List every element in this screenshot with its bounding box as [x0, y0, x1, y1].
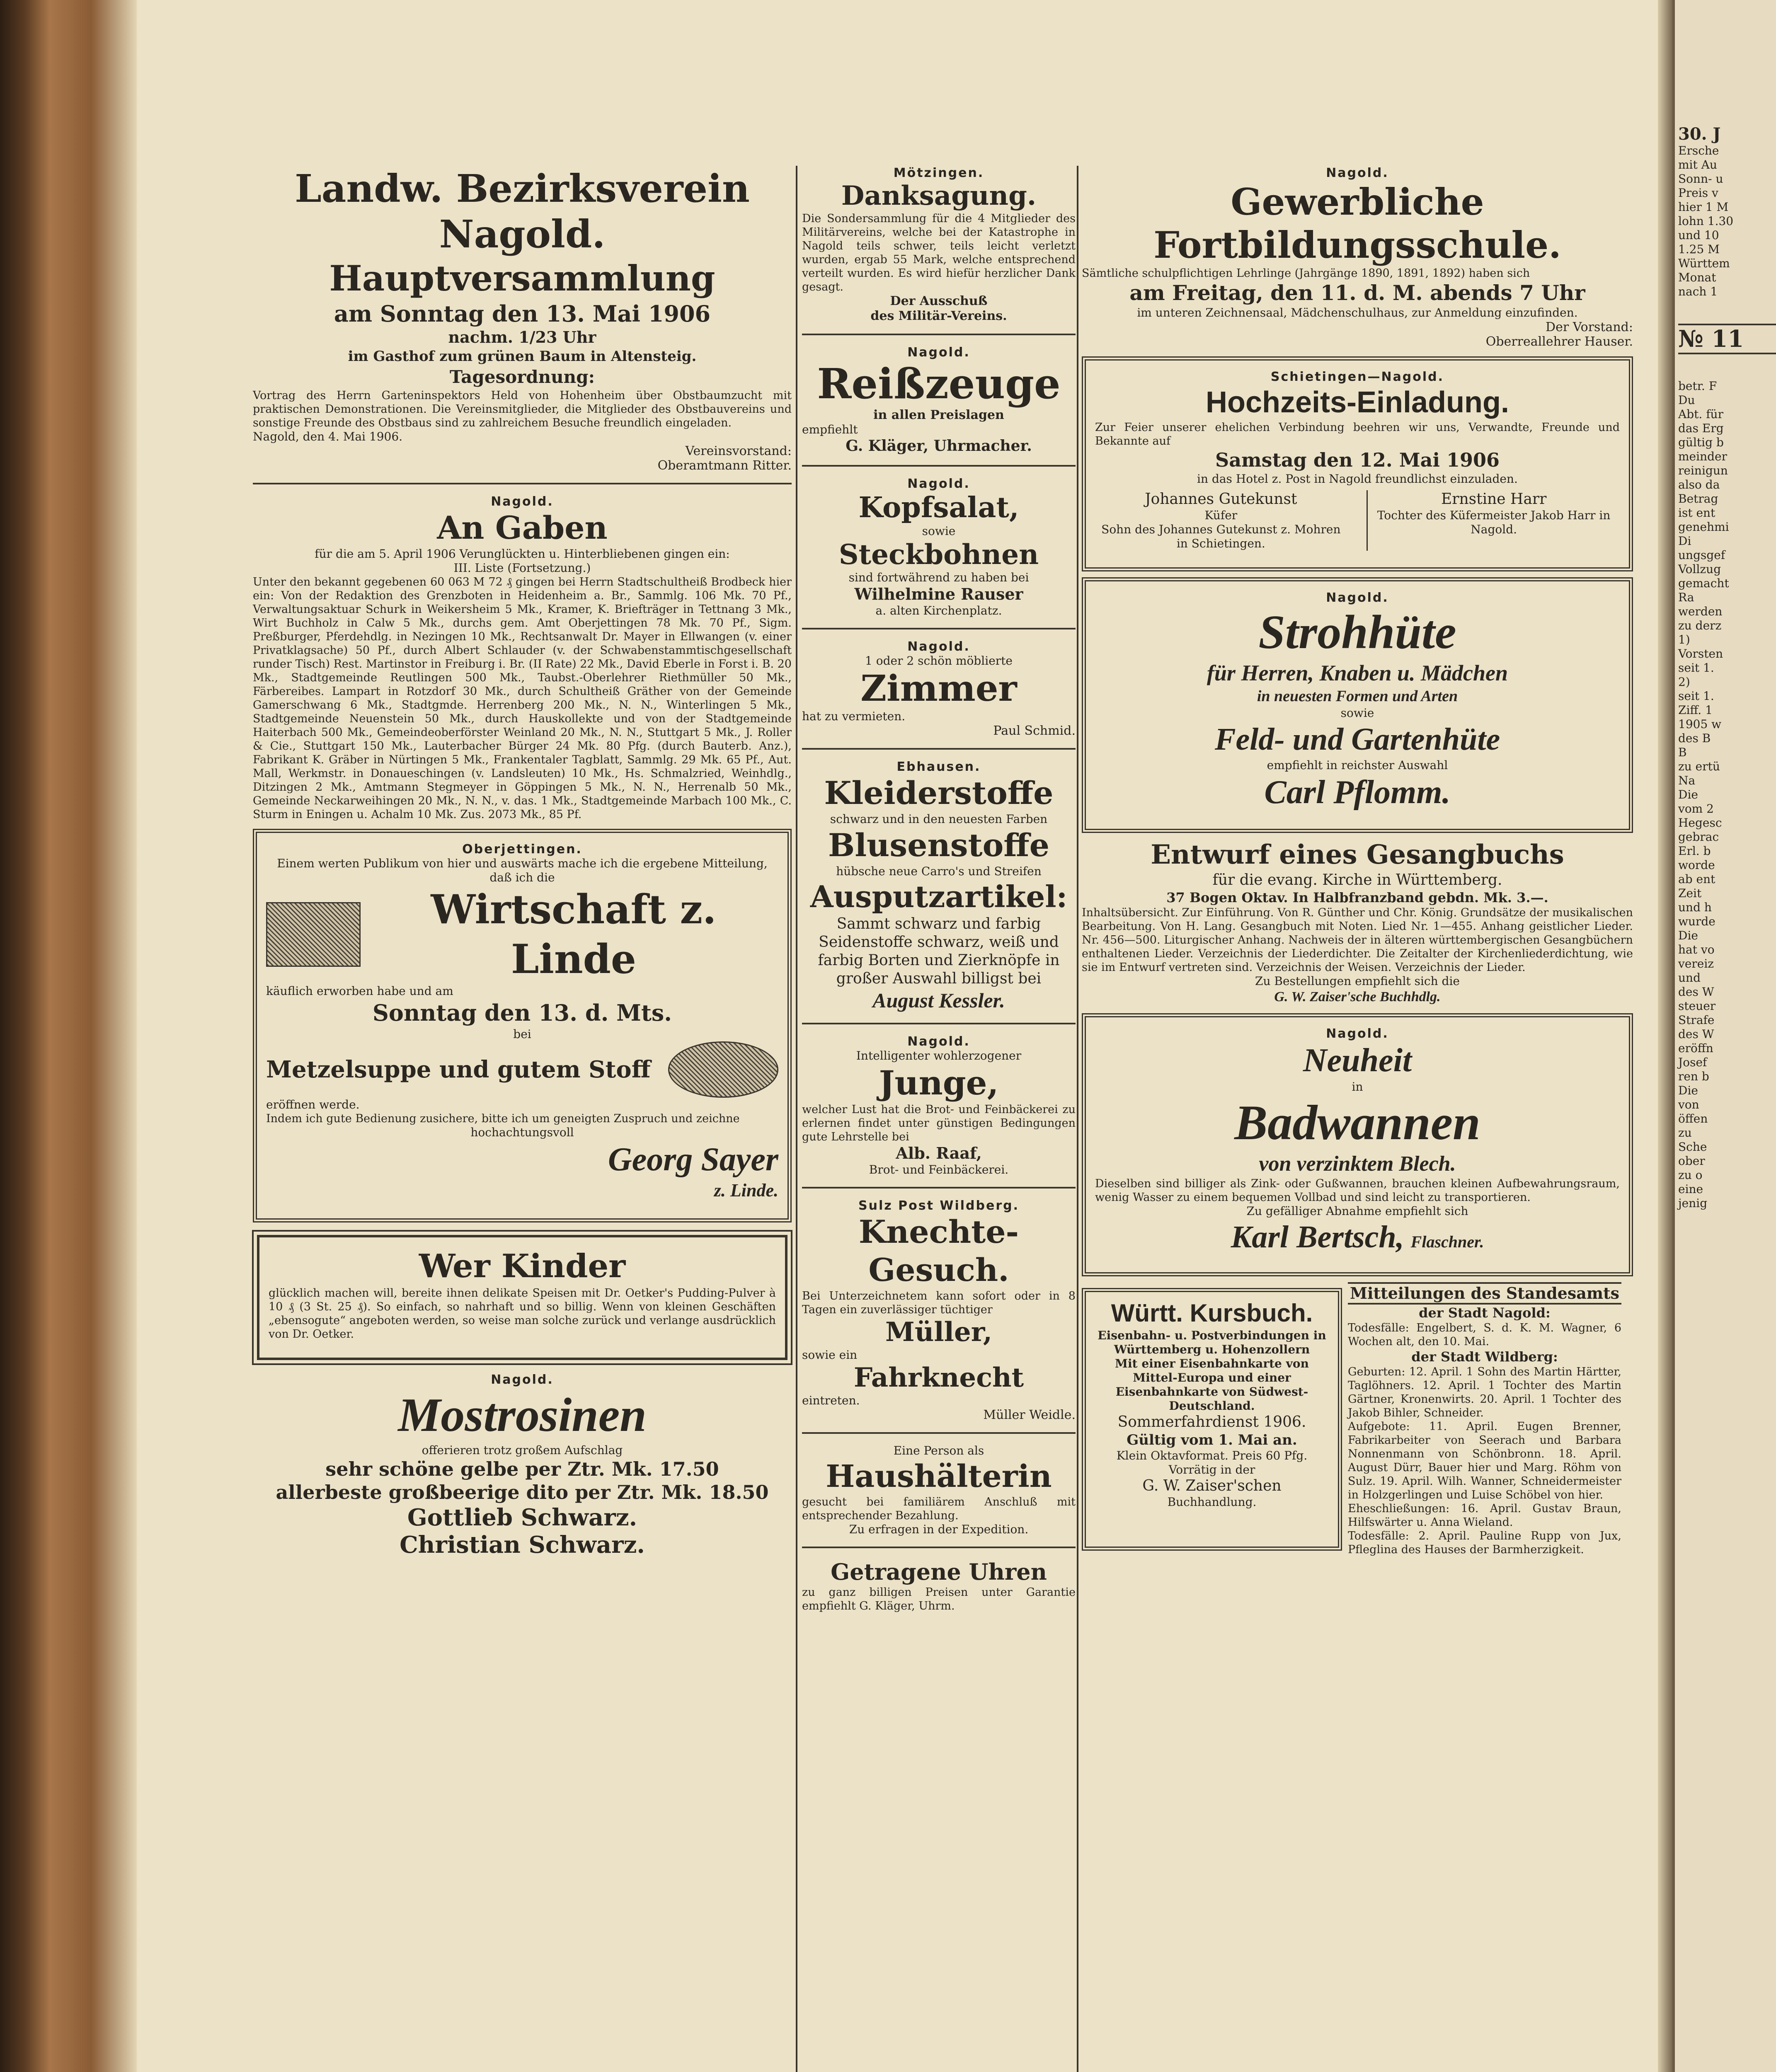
text-fragment: Württem	[1678, 257, 1730, 270]
bride-info: Tochter des Küfermeister Jakob Harr in Nagold.	[1377, 508, 1611, 536]
dank-ad	[802, 166, 1076, 324]
text-fragment: ober	[1678, 1154, 1705, 1168]
ad-title: Feld- und Gartenhüte	[1214, 722, 1500, 757]
ad-title: Müller,	[885, 1317, 993, 1348]
text-fragment: gebrac	[1678, 830, 1719, 844]
text-fragment: Ziff. 1	[1678, 703, 1713, 717]
column-rule	[796, 166, 797, 2072]
text-fragment: mit Au	[1678, 158, 1717, 172]
ad-title: Kleiderstoffe	[824, 775, 1054, 811]
ad-title: Gewerbliche Fortbildungsschule.	[1153, 180, 1561, 266]
ad-body: Die Sondersammlung für die 4 Mitglieder des Militärvereins, welche bei der Katastrophe in Nagold teils schwer, teils leicht verletzt wurden, ergab 55 Mark, welche entsprechend verteilt wurden. Es wird hiefür herzlicher Dank gesagt.	[802, 212, 1076, 293]
ad-place: Schietingen—Nagold.	[1270, 370, 1444, 384]
ad-title: Wirtschaft z. Linde	[431, 886, 717, 983]
text-fragment: Die	[1678, 929, 1698, 942]
pig-illustration	[668, 1041, 778, 1098]
mostrosinen-ad	[253, 1372, 792, 1559]
text-fragment: zu derz	[1678, 619, 1722, 632]
kinder-ad	[257, 1235, 787, 1360]
ad-place: Nagold.	[907, 345, 970, 360]
text-fragment: und h	[1678, 900, 1712, 914]
divider	[802, 465, 1076, 467]
ad-place: Mötzingen.	[893, 166, 984, 180]
ad-place: Nagold.	[907, 477, 970, 491]
ad-line: sowie	[922, 524, 956, 538]
ad-line: Zu Bestellungen empfiehlt sich die	[1255, 974, 1460, 988]
text-fragment: eine	[1678, 1182, 1703, 1196]
ad-title: Ausputzartikel:	[810, 879, 1068, 914]
couple-names	[1095, 490, 1620, 551]
ad-name: G. W. Zaiser'sche Buchhdlg.	[1274, 989, 1441, 1005]
dateline: Nagold, den 4. Mai 1906.	[253, 430, 403, 443]
ad-line: für die evang. Kirche in Württemberg.	[1212, 871, 1502, 888]
groom-name: Johannes Gutekunst	[1145, 491, 1297, 508]
text-fragment: des W	[1678, 1027, 1714, 1041]
ad-line: in	[1352, 1080, 1363, 1094]
ad-subname: Brot- und Feinbäckerei.	[869, 1163, 1009, 1176]
ad-list: III. Liste (Fortsetzung.)	[453, 561, 591, 575]
ad-title: Württ. Kursbuch.	[1111, 1299, 1313, 1327]
ad-subname: z. Linde.	[714, 1180, 778, 1201]
ad-sub: offerieren trotz großem Aufschlag	[422, 1443, 623, 1457]
ad-time: nachm. 1/23 Uhr	[448, 328, 596, 346]
ad-line: 1 oder 2 schön möblierte	[865, 654, 1013, 668]
text-fragment: Du	[1678, 393, 1695, 407]
ad-line: Zu gefälliger Abnahme empfiehlt sich	[1246, 1204, 1468, 1218]
ad-line: Sommerfahrdienst 1906.	[1117, 1414, 1306, 1431]
ad-body: glücklich machen will, bereite ihnen delikate Speisen mit Dr. Oetker's Pudding-Pulver à 10 ₰ (3 St. 25 ₰). So einfach, so nahrhaft und so billig. Wenn von kleinen Geschäften „ebensogute“ angeboten werden, so weise man solche zurück und verlange ausdrücklich von Dr. Oetker.	[269, 1287, 776, 1341]
ad-headline: Hauptversammlung	[329, 258, 715, 299]
text-fragment: wurde	[1678, 915, 1715, 928]
ad-title: Neuheit	[1303, 1042, 1412, 1079]
ad-body: Sämtliche schulpflichtigen Lehrlinge (Jahrgänge 1890, 1891, 1892) haben sich	[1082, 267, 1530, 280]
ad-title: Danksagung.	[841, 180, 1037, 211]
ad-place: Nagold.	[1326, 166, 1389, 180]
text-fragment: das Erg	[1678, 421, 1724, 435]
ad-line: käuflich erworben habe und am	[266, 984, 453, 998]
ad-name: Karl Bertsch,	[1231, 1220, 1404, 1254]
knechte-ad	[802, 1198, 1076, 1422]
divider	[802, 748, 1076, 750]
text-fragment: Preis v	[1678, 186, 1718, 200]
ad-body: Zur Feier unserer ehelichen Verbindung beehren wir uns, Verwandte, Freunde und Bekannte auf	[1095, 421, 1620, 448]
ad-title: An Gaben	[437, 509, 608, 546]
column-rule	[1077, 166, 1078, 2072]
divider	[802, 1023, 1076, 1024]
ad-name: Christian Schwarz.	[400, 1531, 645, 1559]
ad-line: empfiehlt in reichster Auswahl	[1267, 758, 1448, 772]
divider	[802, 334, 1076, 335]
text-fragment: reinigun	[1678, 464, 1728, 477]
text-fragment: Na	[1678, 774, 1696, 787]
issue-header: 30. J	[1678, 124, 1721, 144]
ad-address: a. alten Kirchenplatz.	[875, 604, 1002, 617]
text-fragment: Monat	[1678, 271, 1716, 284]
ad-line: Intelligenter wohlerzogener	[856, 1049, 1022, 1063]
badwannen-ad	[1082, 1013, 1633, 1276]
ad-place: Nagold.	[491, 1372, 554, 1387]
text-fragment: Zeit	[1678, 886, 1702, 900]
ad-line: 37 Bogen Oktav. In Halbfranzband gebdn. Mk. 3.—.	[1166, 890, 1548, 905]
text-fragment: und	[1678, 971, 1701, 985]
ad-line: empfiehlt	[802, 423, 858, 436]
ad-line: für Herren, Knaben u. Mädchen	[1207, 661, 1508, 685]
divider	[253, 483, 792, 484]
ad-name: Paul Schmid.	[993, 724, 1076, 738]
signature: des Militär-Vereins.	[870, 309, 1007, 323]
text-fragment: hat vo	[1678, 943, 1715, 956]
text-fragment: gemacht	[1678, 576, 1729, 590]
kopfsalat-ad	[802, 477, 1076, 618]
ad-name: Georg Sayer	[608, 1141, 778, 1178]
ad-intro: für die am 5. April 1906 Verunglückten u. Hinterbliebenen gingen ein:	[315, 547, 730, 561]
ad-name: Alb. Raaf,	[896, 1144, 982, 1162]
text-fragment: ungsgef	[1678, 548, 1725, 562]
text-fragment: lohn 1.30	[1678, 214, 1734, 228]
bride-name: Ernstine Harr	[1441, 491, 1547, 508]
text-fragment: nach 1	[1678, 285, 1718, 298]
ad-closing: hochachtungsvoll	[470, 1126, 574, 1139]
ad-title: Reißzeuge	[817, 359, 1061, 408]
text-fragment: ren b	[1678, 1070, 1709, 1083]
text-fragment: B	[1678, 746, 1687, 759]
ad-line: Vorrätig in der	[1168, 1463, 1255, 1477]
text-fragment: werden	[1678, 605, 1723, 618]
column-2	[802, 166, 1076, 1620]
landw-ad	[253, 166, 792, 473]
ad-subname: Buchhandlung.	[1167, 1495, 1257, 1509]
ad-title: Getragene Uhren	[831, 1559, 1047, 1585]
bottom-row	[1082, 1282, 1633, 1556]
divider	[802, 1432, 1076, 1434]
ad-name: G. Kläger, Uhrmacher.	[846, 437, 1032, 455]
book-spine	[0, 0, 137, 2072]
ad-body: welcher Lust hat die Brot- und Feinbäckerei zu erlernen findet unter günstigen Bedingungen gute Lehrstelle bei	[802, 1103, 1076, 1143]
text-fragment: 1905 w	[1678, 717, 1722, 731]
ad-title: Entwurf eines Gesangbuchs	[1151, 839, 1564, 870]
ad-line: hübsche neue Carro's und Streifen	[836, 864, 1042, 878]
signature: Der Ausschuß	[890, 294, 988, 308]
ad-title: Hochzeits-Einladung.	[1205, 386, 1509, 419]
ad-title: Zimmer	[860, 668, 1017, 709]
agenda-heading: Tagesordnung:	[449, 367, 595, 387]
kursbuch-ad	[1082, 1288, 1342, 1551]
right-page-text	[1675, 144, 1776, 1210]
text-fragment: vereiz	[1678, 957, 1714, 971]
text-fragment: 1.25 M	[1678, 242, 1720, 256]
ad-line: in allen Preislagen	[873, 408, 1004, 422]
text-fragment: Die	[1678, 1084, 1698, 1097]
ad-location: im Gasthof zum grünen Baum in Altensteig.	[348, 348, 697, 365]
agenda-text: Vortrag des Herrn Garteninspektors Held von Hohenheim über Obstbaumzucht mit praktischen Demonstrationen. Die Vereinsmitglieder, die Mitglieder des Obstbauvereins und sonstige Freunde des Obstbaus sind zu zahlreichem Besuche freundlich eingeladen.	[253, 389, 792, 429]
ad-line: bei	[513, 1027, 531, 1041]
ad-body: Bei Unterzeichnetem kann sofort oder in 8 Tagen ein zuverlässiger tüchtiger	[802, 1290, 1076, 1316]
ad-title: Knechte-Gesuch.	[858, 1213, 1019, 1288]
kleiderstoffe-ad	[802, 760, 1076, 1013]
text-fragment: Josef	[1678, 1055, 1707, 1069]
haushaelterin-ad	[802, 1444, 1076, 1537]
ad-title: Strohhüte	[1258, 606, 1456, 659]
ad-date: Sonntag den 13. d. Mts.	[372, 1000, 672, 1026]
price-line: allerbeste großbeerige dito per Ztr. Mk. 18.50	[276, 1481, 769, 1503]
text-fragment: Sche	[1678, 1140, 1707, 1154]
reisszeuge-ad	[802, 345, 1076, 455]
text-fragment: ist ent	[1678, 506, 1715, 520]
notice-entry: Eheschließungen: 16. April. Gustav Braun, Hilfswärter u. Anna Wieland.	[1348, 1502, 1621, 1529]
ad-offer: Metzelsuppe und gutem Stoff	[266, 1056, 651, 1083]
ad-line: Mit einer Eisenbahnkarte von Mittel-Europa und einer Eisenbahnkarte von Südwest-Deutschland.	[1115, 1357, 1309, 1413]
text-fragment: 2)	[1678, 675, 1690, 689]
ad-date: am Freitag, den 11. d. M. abends 7 Uhr	[1129, 281, 1585, 305]
text-fragment: Sonn- u	[1678, 172, 1723, 186]
ad-title: Fahrknecht	[853, 1362, 1024, 1393]
ad-title: Landw. Bezirksverein Nagold.	[295, 166, 750, 257]
notice-sub: der Stadt Wildberg:	[1411, 1349, 1558, 1365]
ad-line: sowie ein	[802, 1348, 858, 1362]
text-fragment: und 10	[1678, 228, 1719, 242]
text-fragment: also da	[1678, 478, 1720, 491]
text-fragment: worde	[1678, 858, 1715, 872]
ad-line: in das Hotel z. Post in Nagold freundlichst einzuladen.	[1197, 472, 1518, 486]
ad-place: Nagold.	[907, 1034, 970, 1049]
ad-place: Nagold.	[491, 494, 554, 509]
ad-date: am Sonntag den 13. Mai 1906	[334, 300, 711, 327]
divider	[802, 1187, 1076, 1188]
text-fragment: Ersche	[1678, 144, 1719, 157]
notice-entry: Todesfälle: Engelbert, S. d. K. M. Wagner, 6 Wochen alt, den 10. Mai.	[1348, 1322, 1621, 1348]
ad-line: eintreten.	[802, 1394, 860, 1407]
ad-date: Samstag den 12. Mai 1906	[1215, 449, 1500, 471]
text-fragment: Ra	[1678, 591, 1694, 604]
ad-line: Gültig vom 1. Mai an.	[1127, 1432, 1297, 1448]
text-fragment: steuer	[1678, 999, 1716, 1013]
strohhuete-ad	[1082, 577, 1633, 833]
text-fragment: ab ent	[1678, 872, 1715, 886]
text-fragment: hier 1 M	[1678, 200, 1729, 214]
zimmer-ad	[802, 639, 1076, 738]
ad-body: Dieselben sind billiger als Zink- oder Gußwannen, brauchen kleinen Aufbewahrungsraum, wenig Wasser zu einem bequemen Vollbad und sind leicht zu transportieren.	[1095, 1177, 1620, 1204]
text-fragment: Hegesc	[1678, 816, 1722, 830]
ad-place: Ebhausen.	[896, 760, 981, 774]
divider	[802, 628, 1076, 629]
ad-line: eröffnen werde.	[266, 1098, 360, 1111]
groom-info: Sohn des Johannes Gutekunst z. Mohren in Schietingen.	[1101, 523, 1341, 550]
ad-title: Wer Kinder	[419, 1247, 626, 1285]
signature: Der Vorstand:	[1546, 320, 1633, 334]
hochzeit-ad	[1082, 356, 1633, 571]
gaben-ad	[253, 494, 792, 821]
notice-title: Mitteilungen des Standesamts	[1348, 1282, 1621, 1305]
ad-body: Inhaltsübersicht. Zur Einführung. Von R. Günther und Chr. König. Grundsätze der musikalischen Bearbeitung. Von H. Lang. Gesangbuch mit Noten. Lied Nr. 1—455. Anhang geistlicher Lieder. Nr. 456—500. Liturgischer Anhang. Nachweis der in älteren württembergischen Gesangbüchern enthaltenen Lieder. Verzeichnis der Liederdichter. Die Zeitalter der Kirchenliederdichtung, wie sie im Entwurf vertreten sind. Verzeichnis der Weisen. Verzeichnis der Lieder.	[1082, 906, 1633, 974]
right-page	[1672, 0, 1776, 2072]
ad-title: Haushälterin	[826, 1459, 1052, 1494]
ad-name: Müller Weidle.	[983, 1408, 1076, 1422]
text-fragment: eröffn	[1678, 1041, 1713, 1055]
ad-subname: Flaschner.	[1410, 1232, 1484, 1251]
text-fragment: des B	[1678, 731, 1711, 745]
ad-name: Gottlieb Schwarz.	[407, 1504, 637, 1531]
ad-place: Sulz Post Wildberg.	[858, 1198, 1019, 1213]
ad-body: Indem ich gute Bedienung zusichere, bitte ich um geneigten Zuspruch und zeichne	[266, 1112, 740, 1125]
text-fragment: Betrag	[1678, 492, 1718, 506]
text-fragment: jenig	[1678, 1196, 1708, 1210]
ad-line: Zu erfragen in der Expedition.	[849, 1523, 1029, 1536]
text-fragment: Die	[1678, 788, 1698, 801]
groom-job: Küfer	[1204, 508, 1238, 522]
text-fragment: Strafe	[1678, 1013, 1715, 1027]
inn-illustration	[266, 902, 361, 967]
signature-name: Oberreallehrer Hauser.	[1485, 334, 1633, 349]
notice-sub: der Stadt Nagold:	[1419, 1305, 1551, 1321]
ad-name: G. W. Zaiser'schen	[1142, 1477, 1282, 1494]
ad-body: zu ganz billigen Preisen unter Garantie empfiehlt G. Kläger, Uhrm.	[802, 1586, 1076, 1612]
text-fragment: meinder	[1678, 450, 1727, 463]
text-fragment: zu	[1678, 1126, 1692, 1140]
text-fragment: Vollzug	[1678, 562, 1721, 576]
text-fragment: zu ertü	[1678, 760, 1720, 773]
page-gutter	[1658, 0, 1674, 2072]
ad-line: im unteren Zeichnensaal, Mädchenschulhaus, zur Anmeldung einzufinden.	[1137, 306, 1578, 320]
text-fragment: des W	[1678, 985, 1714, 999]
text-fragment: betr. F	[1678, 379, 1717, 393]
ad-intro: Einem werten Publikum von hier und auswärts mache ich die ergebene Mitteilung, daß ich die	[277, 857, 768, 884]
column-3	[1082, 166, 1633, 1556]
ad-line: sind fortwährend zu haben bei	[848, 571, 1029, 584]
notice-entry: Todesfälle: 2. April. Pauline Rupp von Jux, Pfleglina des Hauses der Barmherzigkeit.	[1348, 1530, 1621, 1556]
text-fragment: zu o	[1678, 1168, 1703, 1182]
gesangbuch-ad	[1082, 839, 1633, 1006]
text-fragment: Abt. für	[1678, 407, 1723, 421]
text-fragment: von	[1678, 1098, 1699, 1111]
ad-place: Oberjettingen.	[462, 842, 582, 857]
ad-name: Carl Pflomm.	[1264, 774, 1451, 811]
text-fragment: Vorsten	[1678, 647, 1723, 661]
ad-title: Steckbohnen	[838, 538, 1039, 571]
ad-place: Nagold.	[907, 639, 970, 654]
ad-place: Nagold.	[1326, 1026, 1389, 1041]
ad-line: in neuesten Formen und Arten	[1257, 687, 1458, 705]
ad-line: sowie	[1340, 706, 1374, 720]
issue-number: № 11	[1678, 324, 1776, 354]
text-fragment: seit 1.	[1678, 689, 1714, 703]
notice-entry: Geburten: 12. April. 1 Sohn des Martin Härtter, Taglöhners. 12. April. 1 Tochter des Martin Gärtner, Kronenwirts. 20. April. 1 Tochter des Jakob Bihler, Schneider.	[1348, 1365, 1621, 1419]
divider	[802, 1547, 1076, 1548]
ad-name: August Kessler.	[872, 989, 1005, 1012]
text-fragment: genehmi	[1678, 520, 1729, 534]
donation-list: Unter den bekannt gegebenen 60 063 M 72 ₰ gingen bei Herrn Stadtschultheiß Brodbeck hier ein: Von der Redaktion des Grenzboten in Heidenheim a. Br., Sammlg. 106 Mk. 70 Pf., Verwaltungsaktuar Schurk in Weikersheim 5 Mk., Kramer, K. Briefträger in Tettnang 3 Mk., Wirt Buchholz in Calw 5 Mk., durchs gem. Amt Oberjettingen 78 Mk. 70 Pf., Sigm. Preßburger, Pferdehdlg. in Nezingen 10 Mk., Rechtsanwalt Dr. Mayer in Ellwangen (v. einer Privatklagsache) 50 Pf., durch Albert Schlauder (v. der Schwabenstammtischgesellschaft runder Tisch) Rest. Martinstor in Freiburg i. Br. (II Rate) 22 Mk., David Eberle in Forst i. B. 20 Mk., Stadtgemeinde Reutlingen 500 Mk., Taubst.-Oberlehrer Riethmüller 50 Mk., Färbereibes. Lampart in Rotzdorf 30 Mk., durch Schultheiß Gräther von der Gemeinde Gamerschwang 6 Mk., Stadtgmde. Herrenberg 200 Mk., N. N., Winterlingen 5 Mk., Stadtgemeinde Neuenstein 50 Mk., durch Hauskollekte und von der Stadtgemeinde Haiterbach 500 Mk., Gemeindeoberförster Weinland 20 Mk., N. N., Stuttgart 5 Mk., J. Roller & Cie., Stuttgart 150 Mk., Lauterbacher Bürger 24 Mk. 80 Pfg. (durch Bauterb. Anz.), Fabrikant K. Gräber in Nürtingen 5 Mk., Frankentaler Tagblatt, Sammlg. 29 Mk. 65 Pf., Aut. Mall, Werkmstr. in Donaueschingen (v. Landsleuten) 10 Mk., Hs. Schmalzried, Weinhdlg., Ditzingen 2 Mk., Amtmann Stegmeyer in Göppingen 5 Mk., N. N., Herrenalb 50 Mk., Gemeinde Neckarweihingen 20 Mk., N. N., v. das. 1 Mk., Stadtgemeinde Marbach 100 Mk., C. Sturm in Eningen u. Achalm 10 Mk. Zus. 2073 Mk., 85 Pf.	[253, 576, 792, 821]
linde-ad	[253, 829, 792, 1222]
ad-title: Junge,	[879, 1063, 999, 1102]
price-line: sehr schöne gelbe per Ztr. Mk. 17.50	[325, 1458, 719, 1480]
ad-line: schwarz und in den neuesten Farben	[830, 812, 1048, 826]
text-fragment: öffen	[1678, 1112, 1708, 1126]
text-fragment: Di	[1678, 534, 1691, 548]
ad-title: Mostrosinen	[398, 1389, 647, 1442]
ad-line: von verzinktem Blech.	[1259, 1152, 1456, 1176]
ad-body: Sammt schwarz und farbig Seidenstoffe schwarz, weiß und farbig Borten und Zierknöpfe in großer Auswahl billigst bei	[818, 915, 1060, 987]
ad-title: Kopfsalat,	[858, 491, 1019, 524]
column-1	[253, 166, 792, 1566]
ad-name: Wilhelmine Rauser	[854, 585, 1023, 603]
ad-title: Badwannen	[1234, 1095, 1480, 1150]
text-fragment: gültig b	[1678, 436, 1724, 449]
ad-line: Eine Person als	[893, 1444, 984, 1457]
standesamt-notice	[1348, 1282, 1621, 1556]
text-fragment: 1)	[1678, 633, 1690, 646]
signature: Vereinsvorstand:	[685, 444, 792, 458]
ad-body: gesucht bei familiärem Anschluß mit entsprechender Bezahlung.	[802, 1496, 1076, 1522]
ad-line: Eisenbahn- u. Postverbindungen in Württemberg u. Hohenzollern	[1098, 1329, 1326, 1356]
ad-line: Klein Oktavformat. Preis 60 Pfg.	[1116, 1449, 1308, 1462]
fortbildung-ad	[1082, 166, 1633, 349]
ad-place: Nagold.	[1326, 591, 1389, 605]
uhren-ad	[802, 1558, 1076, 1613]
text-fragment: vom 2	[1678, 802, 1714, 816]
signature-name: Oberamtmann Ritter.	[657, 458, 792, 473]
notice-entry: Aufgebote: 11. April. Eugen Brenner, Fabrikarbeiter von Seerach und Barbara Nonnenmann von Schönbronn. 18. April. August Dürr, Bauer hier und Marg. Röhm von Sulz. 19. April. Wilh. Wanner, Schneidermeister in Holzgerlingen und Luise Schöbel von hier.	[1348, 1420, 1621, 1501]
ad-title: Blusenstoffe	[828, 827, 1050, 864]
text-fragment: Erl. b	[1678, 844, 1711, 858]
text-fragment: seit 1.	[1678, 661, 1714, 675]
junge-ad	[802, 1034, 1076, 1177]
ad-line: hat zu vermieten.	[802, 709, 906, 723]
